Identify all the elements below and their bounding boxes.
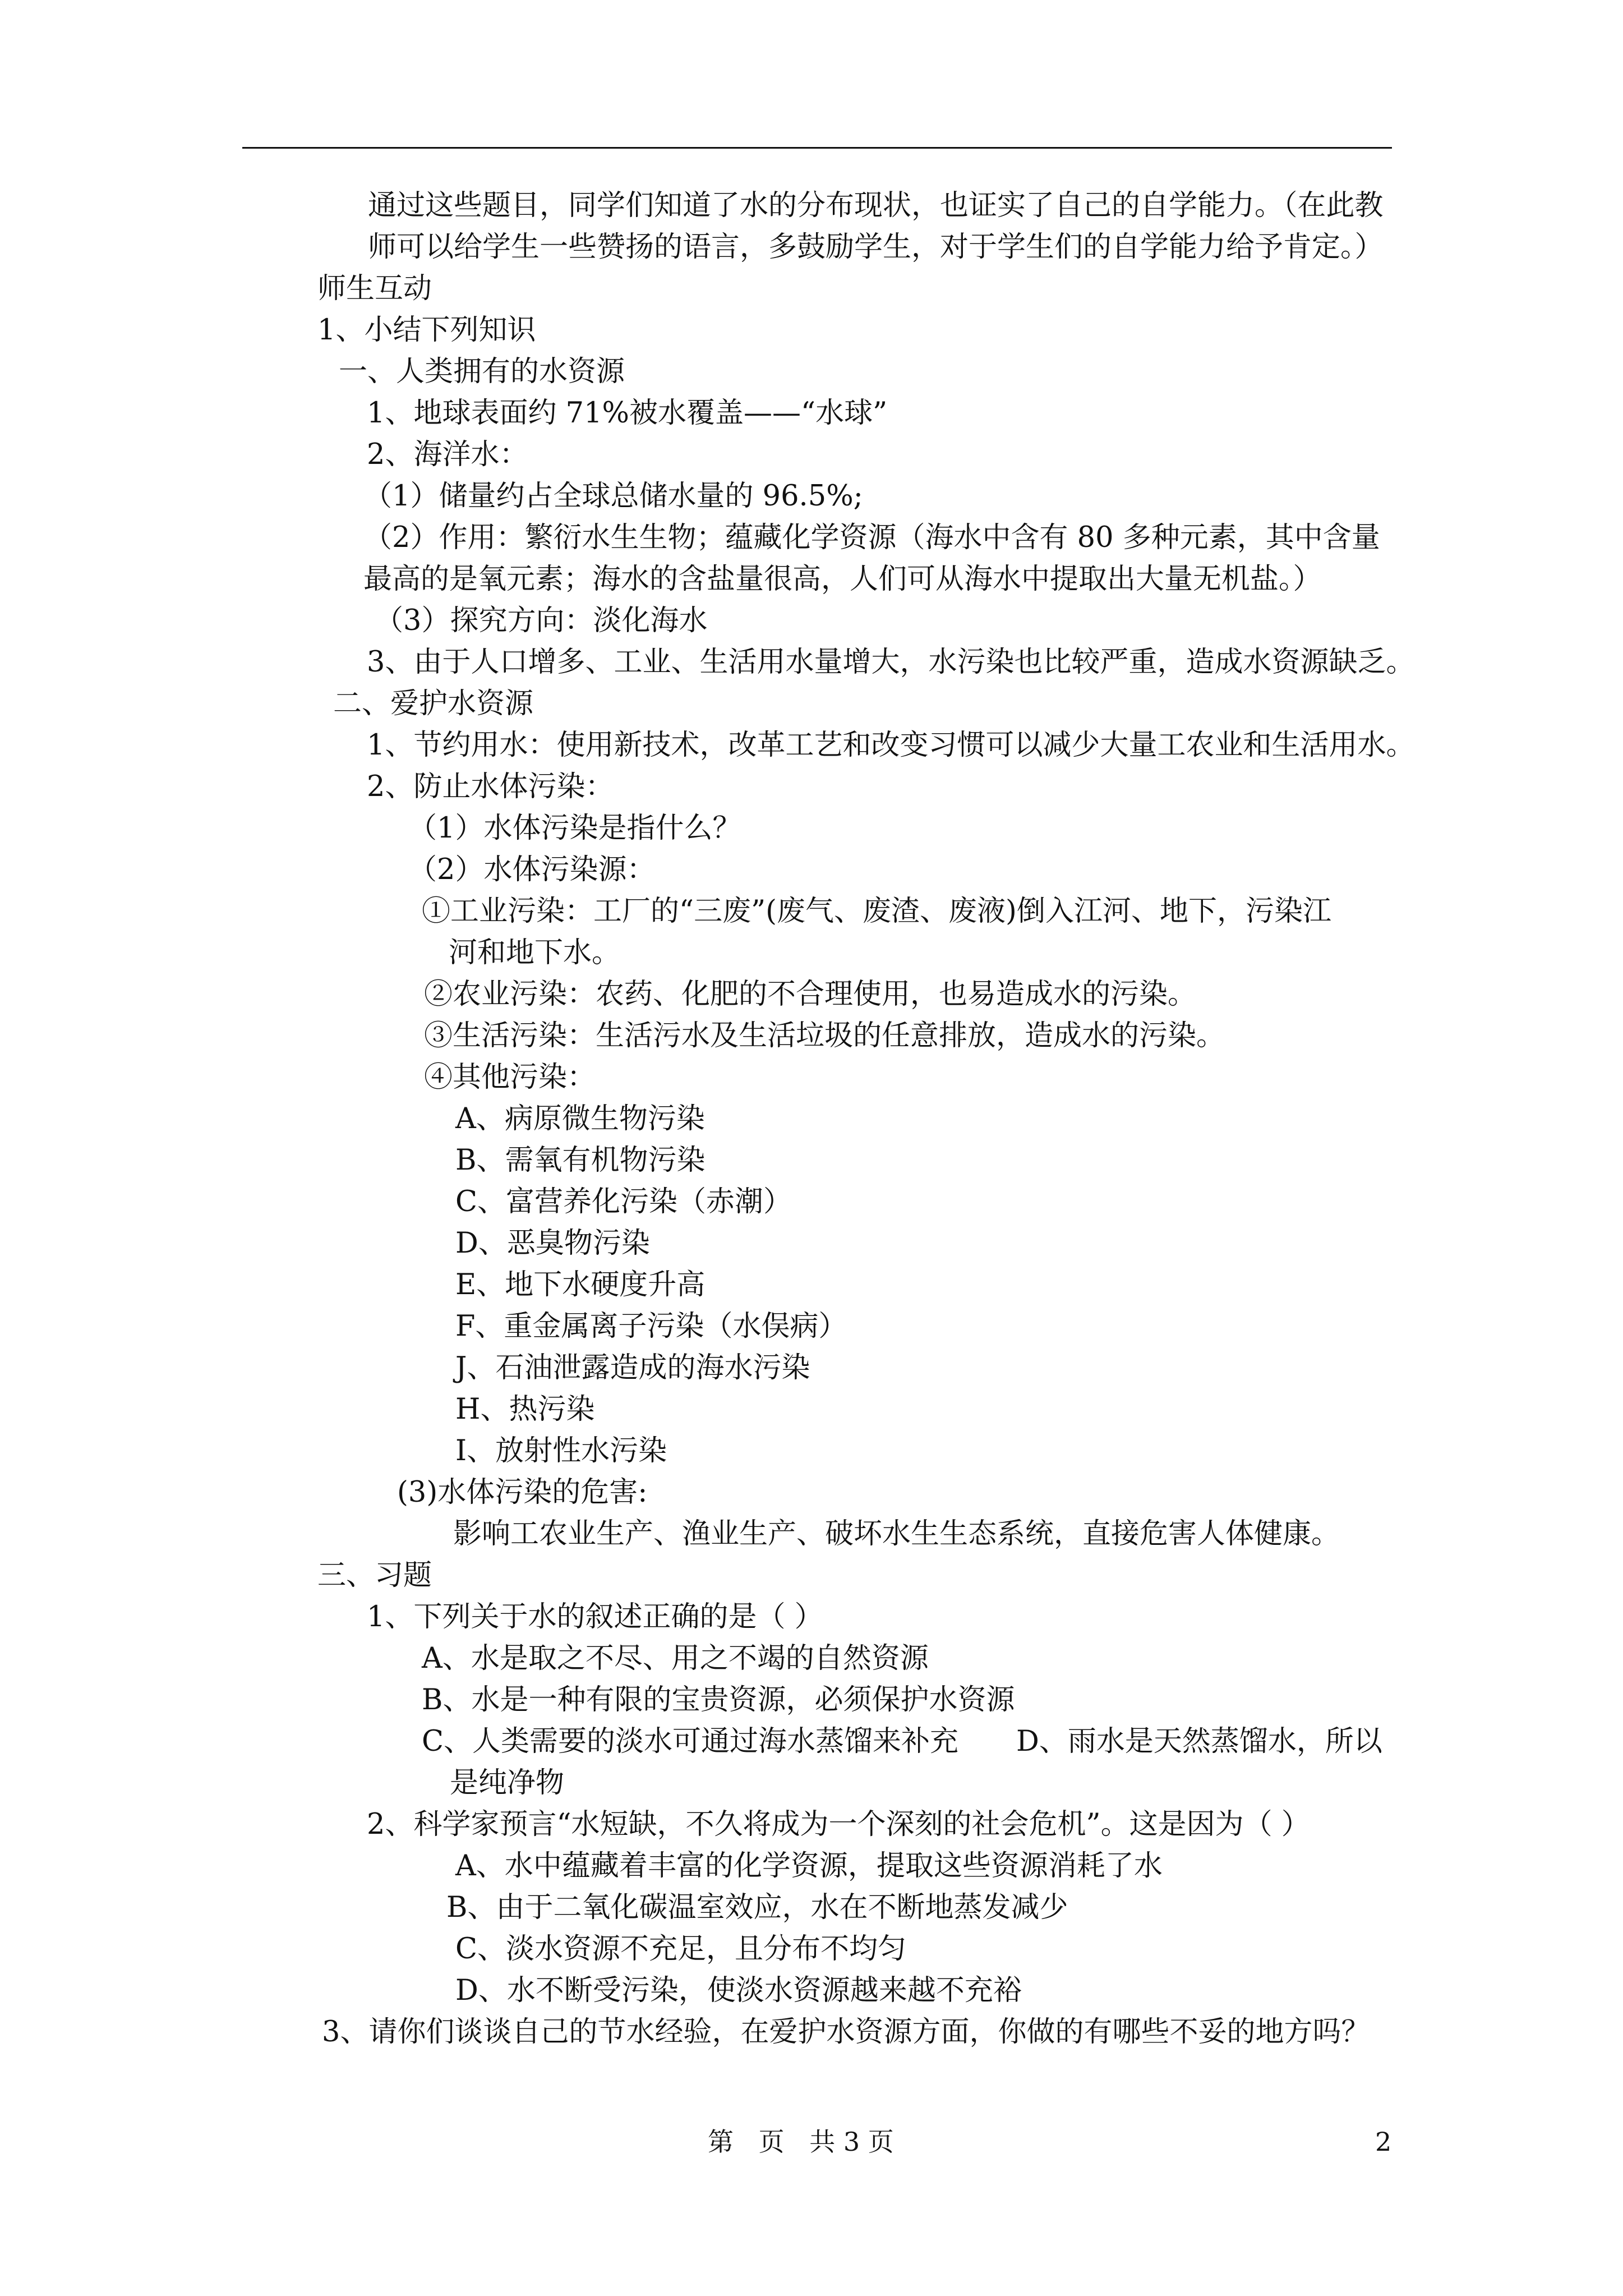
question-2-option-d: D、水不断受污染，使淡水资源越来越不充裕 [455,1974,1022,2007]
question-2-option-a: A、水中蕴藏着丰富的化学资源，提取这些资源消耗了水 [455,1849,1163,1883]
pollution-source-domestic: ③生活污染：生活污水及生活垃圾的任意排放，造成水的污染。 [424,1019,1225,1052]
question-1-option-a: A、水是取之不尽、用之不竭的自然资源 [422,1642,929,1675]
question-1-options-cd [422,1721,1623,1763]
list-item: B、需氧有机物污染 [455,1144,706,1177]
part2-sub2: （2）水体污染源： [408,853,656,886]
section-heading: 师生互动 [317,272,432,305]
question-2-option-c: C、淡水资源不充足，且分布不均匀 [455,1932,907,1966]
list-item: J、石油泄露造成的海水污染 [455,1351,810,1384]
list-item: C、富营养化污染（赤潮） [455,1185,792,1218]
part2-sub1: （1）水体污染是指什么？ [408,812,741,845]
page-counter [708,2126,911,2157]
question-1-option-c: C、人类需要的淡水可通过海水蒸馏来补充 [422,1725,959,1758]
pollution-source-industrial-cont: 河和地下水。 [449,936,621,969]
document-body [0,185,1623,2053]
summary-title: 1、小结下列知识 [317,314,536,347]
part2-item2: 2、防止水体污染： [367,770,614,803]
part3-title: 三、习题 [317,1559,432,1592]
list-item: A、病原微生物污染 [455,1102,705,1135]
question-1-option-d-cont: 是纯净物 [450,1766,565,1800]
question-1-option-d: D、雨水是天然蒸馏水，所以 [1016,1725,1382,1758]
part1-item3: 3、由于人口增多、工业、生活用水量增大，水污染也比较严重，造成水资源缺乏。 [367,646,1415,679]
question-2: 2、科学家预言“水短缺，不久将成为一个深刻的社会危机”。这是因为（ ） [367,1808,1310,1841]
footer-di: 第 [708,2127,734,2157]
intro-paragraph: 通过这些题目，同学们知道了水的分布现状，也证实了自己的自学能力。（在此教师可以给学生一些赞扬的语言，多鼓励学生，对于学生们的自学能力给予肯定。） [368,189,1384,264]
part2-item1: 1、节约用水：使用新技术，改革工艺和改变习惯可以减少大量工农业和生活用水。 [367,729,1415,762]
list-item: E、地下水硬度升高 [455,1268,706,1301]
part1-item2: 2、海洋水： [367,438,528,471]
part1-title: 一、人类拥有的水资源 [339,355,625,388]
list-item: H、热污染 [455,1393,595,1426]
part1-sub3: （3）探究方向：淡化海水 [375,604,708,637]
pollution-source-industrial: ①工业污染：工厂的“三废”(废气、废渣、废液)倒入江河、地下，污染江 [422,895,1331,928]
part1-sub1: （1）储量约占全球总储水量的 96.5%; [363,480,863,513]
list-item: I、放射性水污染 [455,1434,667,1467]
part1-sub2: （2）作用：繁衍水生生物；蕴藏化学资源（海水中含有 80 多种元素，其中含量最高的是氧元素；海水的含盐量很高，人们可从海水中提取出大量无机盐。） [363,521,1380,596]
pollution-source-agricultural: ②农业污染：农药、化肥的不合理使用，也易造成水的污染。 [424,978,1197,1011]
header-rule [242,147,1392,149]
pollution-source-other: ④其他污染： [424,1061,596,1094]
pollution-harm: 影响工农业生产、渔业生产、破坏水生生态系统，直接危害人体健康。 [453,1517,1340,1550]
list-item: D、恶臭物污染 [455,1227,650,1260]
question-2-option-b: B、由于二氧化碳温室效应，水在不断地蒸发减少 [446,1891,1068,1924]
page-number: 2 [1375,2127,1392,2157]
question-1: 1、下列关于水的叙述正确的是（ ） [367,1600,823,1634]
part2-sub3: (3)水体污染的危害: [397,1476,648,1509]
question-3: 3、请你们谈谈自己的节水经验，在爱护水资源方面，你做的有哪些不妥的地方吗？ [322,2016,1370,2049]
list-item: F、重金属离子污染（水俣病） [455,1310,847,1343]
footer-ye: 页 [758,2127,785,2157]
part2-title: 二、爱护水资源 [333,687,534,720]
part1-item1: 1、地球表面约 71%被水覆盖——“水球” [367,397,888,430]
question-1-option-b: B、水是一种有限的宝贵资源，必须保护水资源 [422,1683,1015,1717]
footer-total: 共 3 页 [809,2127,894,2157]
